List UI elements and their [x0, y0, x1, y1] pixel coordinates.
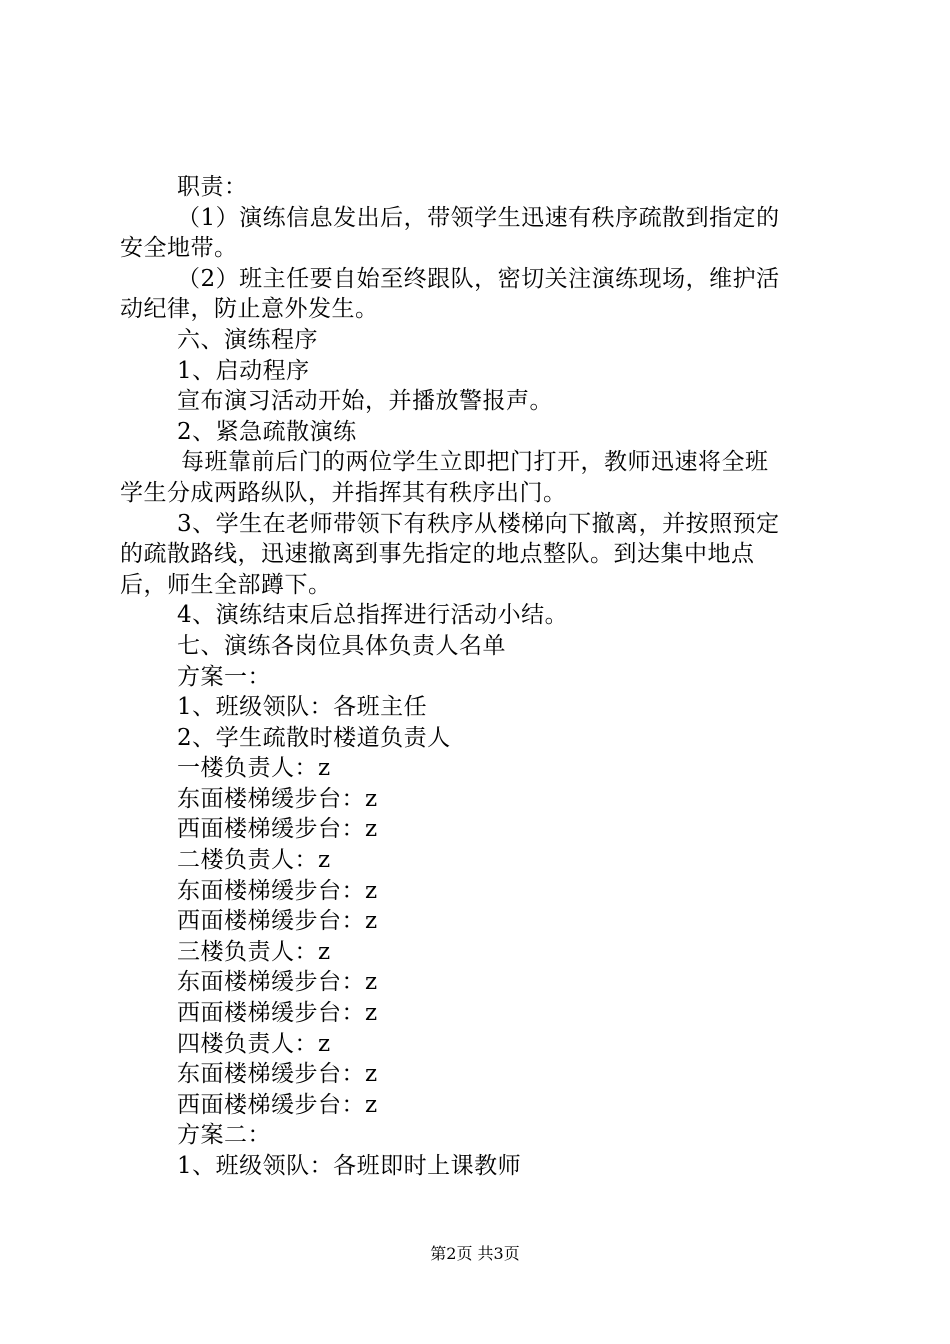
text-line: 东面楼梯缓步台：z: [177, 785, 378, 812]
document-body: [120, 172, 840, 1182]
text-line: 动纪律，防止意外发生。: [120, 296, 379, 323]
text-line: 三楼负责人：z: [177, 938, 331, 965]
text-line: 东面楼梯缓步台：z: [177, 877, 378, 904]
text-line: 四楼负责人：z: [177, 1030, 331, 1057]
section-heading: 六、演练程序: [177, 326, 318, 353]
text-line: （2）班主任要自始至终跟队，密切关注演练现场，维护活: [177, 265, 780, 292]
text-line: 二楼负责人：z: [177, 847, 331, 874]
text-line: 2、紧急疏散演练: [177, 418, 357, 445]
text-line: 一楼负责人：z: [177, 755, 331, 782]
text-line: 1、班级领队：各班即时上课教师: [177, 1153, 522, 1179]
section-heading: 七、演练各岗位具体负责人名单: [177, 632, 506, 659]
text-line: 职责：: [177, 174, 248, 200]
text-line: 方案二：: [177, 1122, 271, 1149]
text-line: 4、演练结束后总指挥进行活动小结。: [177, 602, 569, 629]
text-line: 1、班级领队：各班主任: [177, 694, 428, 721]
text-line: 后，师生全部蹲下。: [120, 571, 332, 598]
text-line: 方案一：: [177, 663, 271, 690]
text-line: 安全地带。: [120, 235, 238, 262]
text-line: （1）演练信息发出后，带领学生迅速有秩序疏散到指定的: [177, 204, 780, 231]
text-line: 西面楼梯缓步台：z: [177, 908, 378, 935]
text-line: 东面楼梯缓步台：z: [177, 969, 378, 996]
text-line: 西面楼梯缓步台：z: [177, 1091, 378, 1118]
text-line: 的疏散路线，迅速撤离到事先指定的地点整队。到达集中地点: [120, 541, 755, 568]
text-line: 西面楼梯缓步台：z: [177, 816, 378, 843]
text-line: 2、学生疏散时楼道负责人: [177, 724, 451, 751]
text-line: 西面楼梯缓步台：z: [177, 1000, 378, 1027]
page-footer: 第2页 共3页: [430, 1244, 520, 1263]
text-line: 东面楼梯缓步台：z: [177, 1061, 378, 1088]
text-line: 1、启动程序: [177, 357, 310, 384]
text-line: 学生分成两路纵队，并指挥其有秩序出门。: [120, 479, 567, 506]
text-line: 每班靠前后门的两位学生立即把门打开，教师迅速将全班: [181, 449, 769, 476]
text-line: 宣布演习活动开始，并播放警报声。: [177, 388, 553, 415]
text-line: 3、学生在老师带领下有秩序从楼梯向下撤离，并按照预定: [177, 510, 780, 537]
